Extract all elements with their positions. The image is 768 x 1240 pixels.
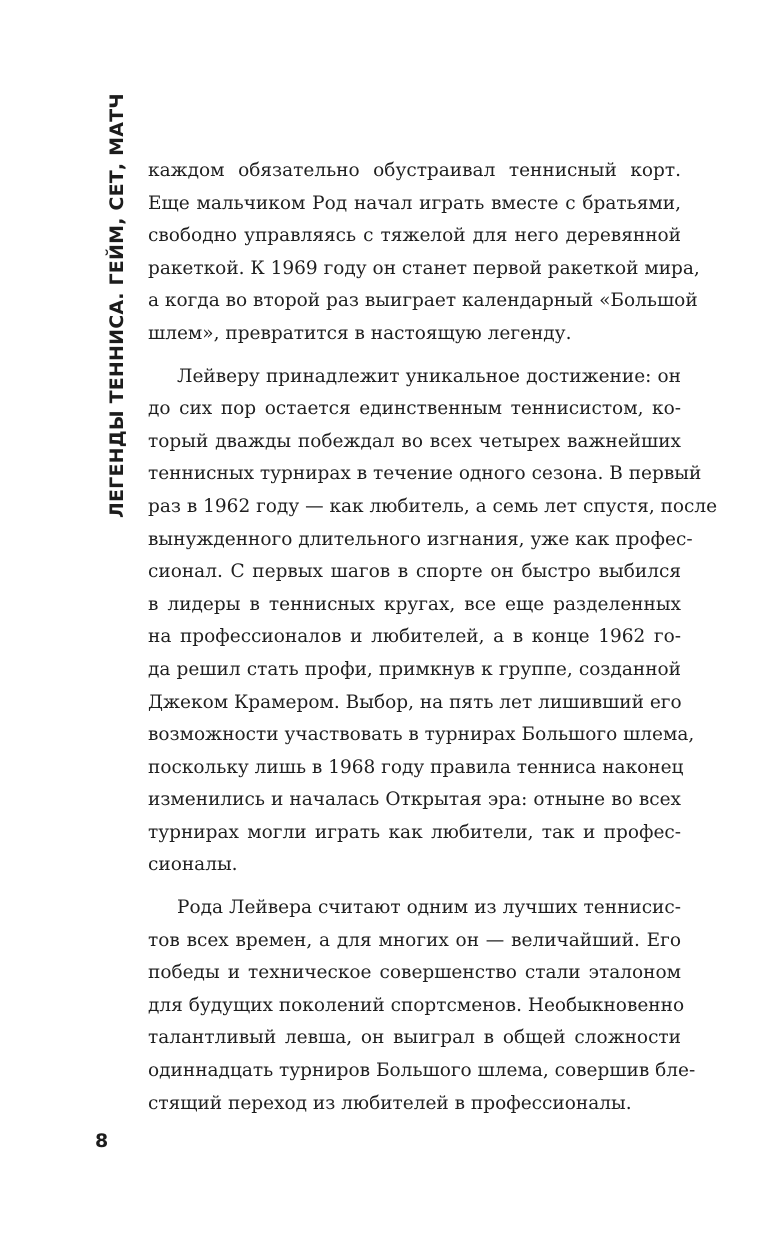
text-line: поскольку лишь в 1968 году правила тенниса наконец (148, 756, 684, 778)
text-line: шлем», превратится в настоящую легенду. (148, 322, 572, 344)
text-line: свободно управляясь с тяжелой для него деревянной (148, 225, 681, 247)
paragraph-1 (148, 155, 700, 351)
text-line: победы и техническое совершенство стали эталоном (148, 962, 681, 984)
text-line: одиннадцать турниров Большого шлема, совершив бле- (148, 1060, 696, 1082)
text-line: возможности участвовать в турнирах Большого шлема, (148, 724, 695, 746)
text-line: ракеткой. К 1969 году он станет первой ракеткой мира, (148, 257, 700, 279)
text-line: сионал. С первых шагов в спорте он быстро выбился (148, 561, 681, 583)
text-line: да решил стать профи, примкнув к группе, созданной (148, 658, 681, 680)
running-title: ЛЕГЕНДЫ ТЕННИСА. ГЕЙМ, СЕТ, МАТЧ (106, 93, 128, 518)
body-text (148, 155, 718, 1120)
text-line: Джеком Крамером. Выбор, на пять лет лишивший его (148, 691, 682, 713)
page-number: 8 (95, 1130, 109, 1152)
paragraph-3 (148, 892, 696, 1120)
text-line: теннисных турнирах в течение одного сезона. В первый (148, 463, 702, 485)
text-line: вынужденного длительного изгнания, уже как профес- (148, 528, 693, 550)
text-line: турнирах могли играть как любители, так и профес- (148, 821, 681, 843)
text-line: изменились и началась Открытая эра: отныне во всех (148, 789, 681, 811)
text-line: Рода Лейвера считают одним из лучших теннисис- (177, 897, 681, 919)
text-line: тов всех времен, а для многих он — величайший. Его (148, 929, 681, 951)
paragraph-2 (148, 361, 718, 883)
text-line: для будущих поколений спортсменов. Необыкновенно (148, 994, 685, 1016)
text-line: торый дважды побеждал во всех четырех важнейших (148, 430, 681, 452)
text-line: сионалы. (148, 854, 238, 876)
text-line: каждом обязательно обустраивал теннисный корт. (148, 160, 681, 181)
text-line: раз в 1962 году — как любитель, а семь лет спустя, после (148, 495, 718, 517)
text-line: на профессионалов и любителей, а в конце 1962 го- (148, 626, 681, 648)
text-line: талантливый левша, он выиграл в общей сложности (148, 1027, 681, 1049)
text-line: стящий переход из любителей в профессионалы. (148, 1092, 632, 1114)
text-line: в лидеры в теннисных кругах, все еще разделенных (148, 593, 681, 615)
text-line: до сих пор остается единственным теннисистом, ко- (148, 398, 681, 420)
text-line: Еще мальчиком Род начал играть вместе с братьями, (148, 192, 681, 214)
text-line: а когда во второй раз выиграет календарный «Большой (148, 290, 698, 312)
text-line: Лейверу принадлежит уникальное достижение: он (177, 365, 681, 387)
